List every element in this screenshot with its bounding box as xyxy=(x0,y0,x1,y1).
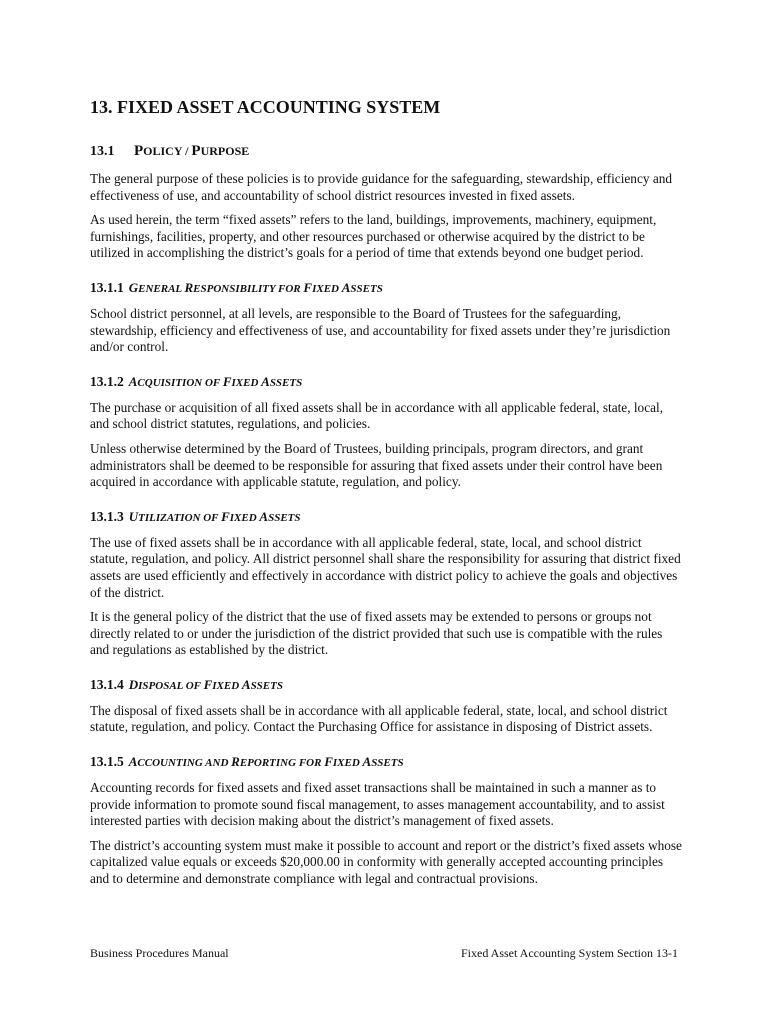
subsection-heading xyxy=(90,508,682,527)
document-body xyxy=(90,96,682,896)
subsection-paragraph: It is the general policy of the district that the use of fixed assets may be extended to persons or groups not directly related to or under the jurisdiction of the district provided that such use is compatible with the rules and regulations as established by the district. xyxy=(90,609,663,658)
subsection-paragraph: School district personnel, at all levels, are responsible to the Board of Trustees for the safeguarding, stewardship, efficiency and effectiveness of use, and accountability for fixed assets under they’re jurisdiction and/or control. xyxy=(90,305,671,355)
subsection-paragraph: The purchase or acquisition of all fixed assets shall be in accordance with all applicable federal, state, local, and school district statutes, regulations, and policies. xyxy=(90,399,664,432)
subsection-paragraph: The use of fixed assets shall be in accordance with all applicable federal, state, local, and school district statute, regulation, and policy. All district personnel shall share the responsibility for assuring that district fixed assets are used efficiently and effectively in accordance with district policy to achieve the goals and objectives of the district. xyxy=(90,534,681,600)
subsection-paragraph: Unless otherwise determined by the Board of Trustees, building principals, program directors, and grant administrators shall be deemed to be responsible for assuring that fixed assets under their control have been acquired in accordance with applicable statute, regulation, and policy. xyxy=(90,440,663,490)
subsection-number: 13.1.2 xyxy=(90,373,124,389)
subsection-paragraph: The disposal of fixed assets shall be in accordance with all applicable federal, state, local, and school district statute, regulation, and policy. Contact the Purchasing Office for assistance in disposing of District assets. xyxy=(90,702,668,735)
footer-left: Business Procedures Manual xyxy=(90,946,229,960)
subsection-paragraph: Accounting records for fixed assets and fixed asset transactions shall be maintained in such a manner as to provide information to promote sound fiscal management, to asses management accountability, and to assist interested parties with decision making about the district’s management of fixed assets. xyxy=(90,780,665,829)
subsection-number: 13.1.5 xyxy=(90,754,124,770)
footer-right: Fixed Asset Accounting System Section 13-1 xyxy=(461,946,678,960)
subsection-title: ACQUISITION OF FIXED ASSETS xyxy=(128,373,303,389)
section-number: 13.1 xyxy=(90,144,115,159)
subsection-number: 13.1.1 xyxy=(90,279,124,295)
document-title: 13. FIXED ASSET ACCOUNTING SYSTEM xyxy=(90,97,441,117)
subsection-heading xyxy=(90,279,682,298)
section-title-initial-2: P xyxy=(191,143,201,159)
intro-paragraph: As used herein, the term “fixed assets” refers to the land, buildings, improvements, machinery, equipment, furnishings, facilities, property, and other resources purchased or otherwise acquired by the district to be utilized in accomplishing the district’s goals for a period of time that extends beyond one budget period. xyxy=(90,212,657,261)
subsection-heading xyxy=(90,676,682,695)
page-footer xyxy=(90,946,678,960)
section-heading xyxy=(90,142,682,161)
section-title-rest-1: OLICY / xyxy=(143,144,192,158)
subsection-title: GENERAL RESPONSIBILITY FOR FIXED ASSETS xyxy=(128,279,383,295)
subsection-title: ACCOUNTING AND REPORTING FOR FIXED ASSETS xyxy=(128,754,404,770)
subsection-title: UTILIZATION OF FIXED ASSETS xyxy=(128,508,301,524)
subsection-heading xyxy=(90,373,682,392)
subsection-heading xyxy=(90,753,682,772)
subsection-paragraph: The district’s accounting system must make it possible to account and report or the district’s fixed assets whose capitalized value equals or exceeds $20,000.00 in conformity with generally accepted accounting principles and to determine and demonstrate compliance with legal and contractual provisions. xyxy=(90,837,682,887)
intro-paragraph: The general purpose of these policies is to provide guidance for the safeguarding, stewardship, efficiency and effectiveness of use, and accountability of school district resources invested in fixed assets. xyxy=(90,171,673,203)
section-title-rest-2: URPOSE xyxy=(200,144,250,158)
subsection-number: 13.1.3 xyxy=(90,508,124,524)
subsection-title: DISPOSAL OF FIXED ASSETS xyxy=(128,676,283,692)
subsection-number: 13.1.4 xyxy=(90,676,124,692)
section-title-initial-1: P xyxy=(134,143,144,159)
